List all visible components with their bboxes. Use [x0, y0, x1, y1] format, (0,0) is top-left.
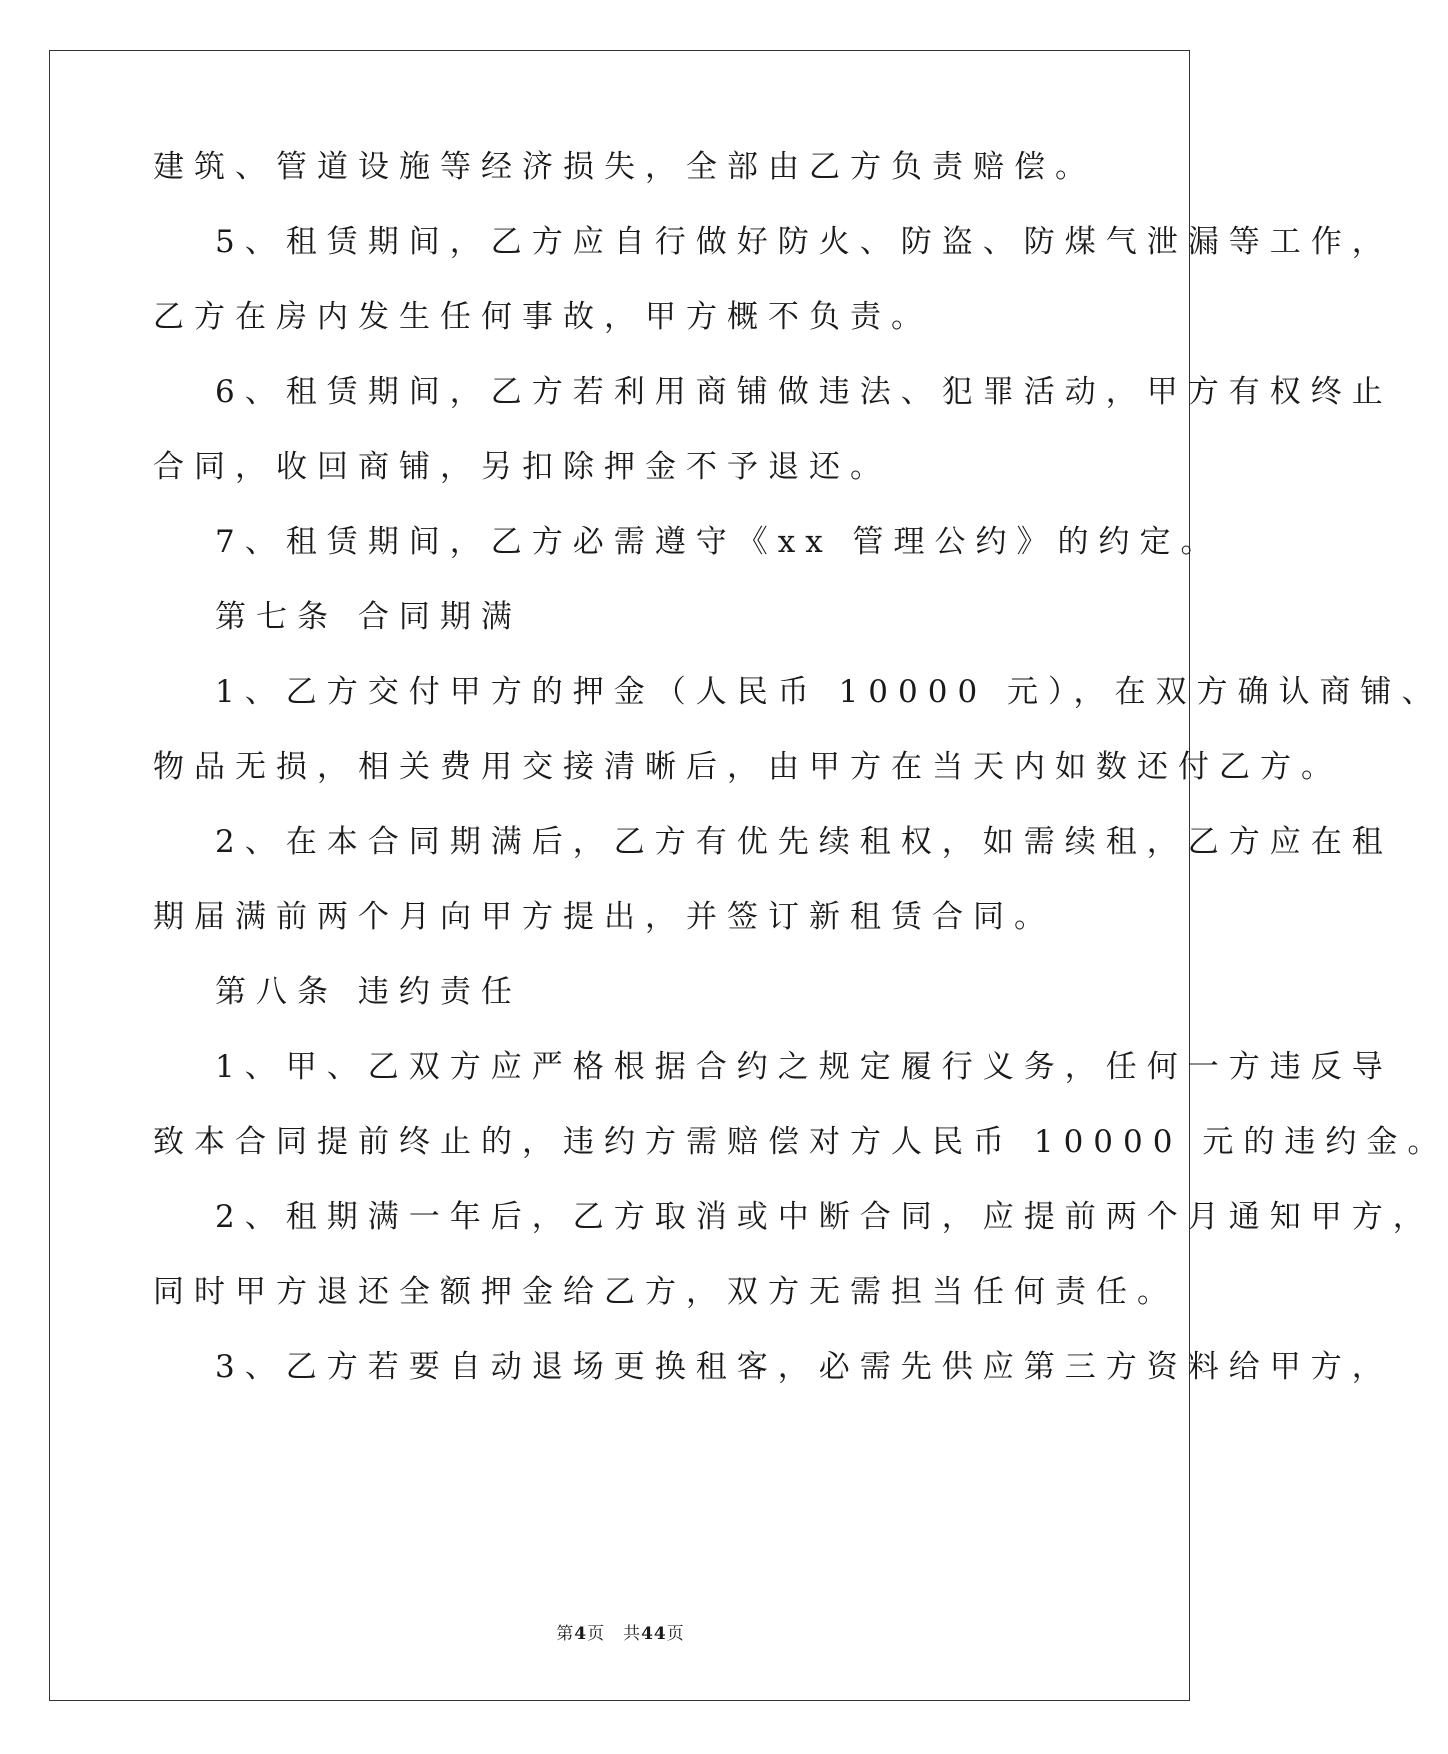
paragraph-line: 致本合同提前终止的，违约方需赔偿对方人民币 10000 元的违约金。: [153, 1124, 1448, 1160]
paragraph-line: 2、租期满一年后，乙方取消或中断合同，应提前两个月通知甲方，: [215, 1199, 1434, 1235]
paragraph-line: 期届满前两个月向甲方提出，并签订新租赁合同。: [153, 899, 1055, 935]
section-heading: 第八条 违约责任: [215, 974, 522, 1010]
page-prefix: 第: [556, 1624, 575, 1644]
paragraph-line: 1、甲、乙双方应严格根据合约之规定履行义务，任何一方违反导: [215, 1049, 1393, 1085]
paragraph-line: 合同，收回商铺，另扣除押金不予退还。: [153, 449, 891, 485]
paragraph-line: 5、租赁期间，乙方应自行做好防火、防盗、防煤气泄漏等工作，: [215, 224, 1393, 260]
paragraph-line: 同时甲方退还全额押金给乙方，双方无需担当任何责任。: [153, 1274, 1178, 1310]
paragraph-line: 6、租赁期间，乙方若利用商铺做违法、犯罪活动，甲方有权终止: [215, 374, 1393, 410]
current-page-number: 4: [574, 1624, 588, 1644]
paragraph-line: 2、在本合同期满后，乙方有优先续租权，如需续租，乙方应在租: [215, 824, 1393, 860]
paragraph-line: 7、租赁期间，乙方必需遵守《xx 管理公约》的约定。: [215, 524, 1222, 560]
paragraph-line: 1、乙方交付甲方的押金（人民币 10000 元），在双方确认商铺、: [215, 674, 1443, 710]
paragraph-line: 3、乙方若要自动退场更换租客，必需先供应第三方资料给甲方，: [215, 1349, 1393, 1385]
paragraph-line: 物品无损，相关费用交接清晰后，由甲方在当天内如数还付乙方。: [153, 749, 1342, 785]
page-mid: 页 共: [587, 1624, 642, 1644]
section-heading: 第七条 合同期满: [215, 599, 522, 635]
page-number-footer: [0, 1622, 1241, 1646]
paragraph-line: 乙方在房内发生任何事故，甲方概不负责。: [153, 299, 932, 335]
page-suffix: 页: [666, 1624, 685, 1644]
total-page-count: 44: [641, 1624, 667, 1644]
paragraph-line: 建筑、管道设施等经济损失，全部由乙方负责赔偿。: [153, 149, 1096, 185]
